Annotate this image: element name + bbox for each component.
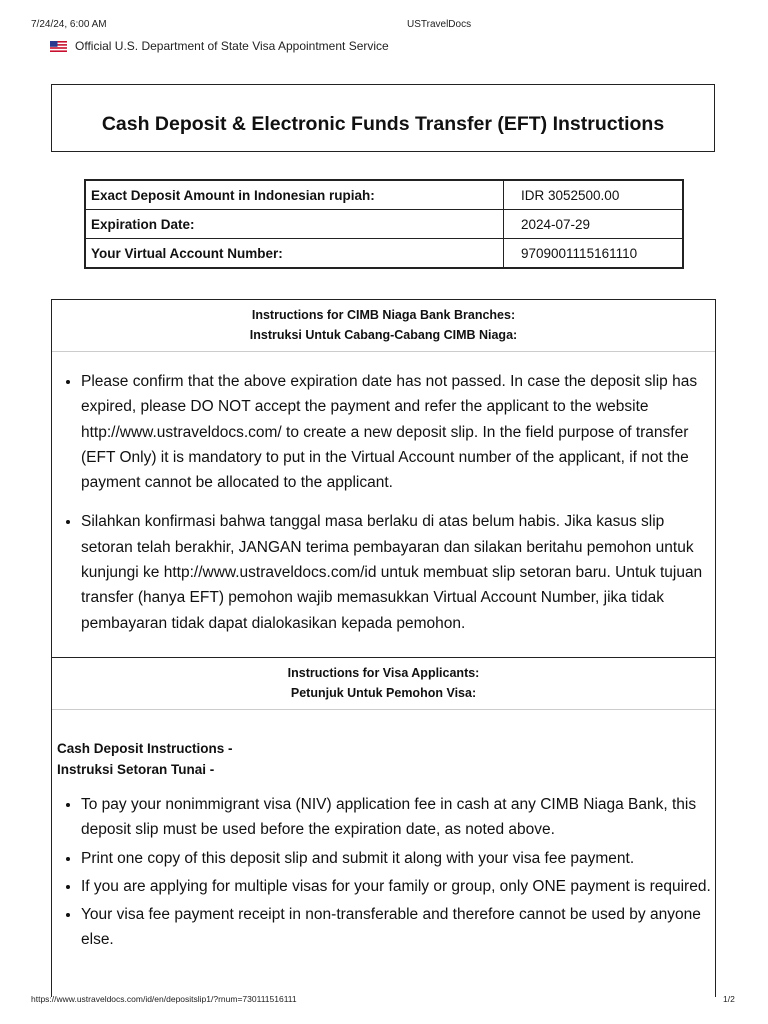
applicant-instructions-section — [51, 657, 716, 997]
list-item: • Your visa fee payment receipt in non-transferable and therefore cannot be used by anyone else. — [81, 902, 715, 953]
expiration-date-label: Expiration Date: — [85, 210, 504, 239]
cash-deposit-heading — [57, 738, 715, 780]
bank-heading-en: Instructions for CIMB Niaga Bank Branches: — [251, 308, 516, 322]
official-banner — [50, 39, 389, 53]
official-banner-text: Official U.S. Department of State Visa Appointment Service — [75, 39, 389, 53]
bank-instructions-list — [52, 369, 715, 636]
us-flag-icon — [50, 41, 67, 52]
list-item: • Please confirm that the above expiration date has not passed. In case the deposit slip has expired, please DO NOT accept the payment and refer the applicant to the website http://www.ustraveldocs.com/ to create a new deposit slip. In the field purpose of transfer (EFT Only) it is mandatory to put in the Virtual Account number of the applicant, if not the payment cannot be allocated to the applicant. — [81, 369, 715, 495]
bank-instructions-section — [51, 299, 716, 658]
bank-section-heading — [52, 300, 715, 352]
list-item: • To pay your nonimmigrant visa (NIV) application fee in cash at any CIMB Niaga Bank, this deposit slip must be used before the expiration date, as noted above. — [81, 792, 715, 843]
virtual-account-value: 9709001115161110 — [504, 239, 684, 269]
applicant-instructions-list — [52, 792, 715, 953]
print-url: https://www.ustraveldocs.com/id/en/depositslip1/?rnum=730111516111 — [31, 994, 297, 1004]
print-site-title: USTravelDocs — [407, 19, 472, 30]
table-row — [85, 180, 683, 210]
deposit-amount-label: Exact Deposit Amount in Indonesian rupiah: — [85, 180, 504, 210]
applicant-section-heading — [52, 658, 715, 710]
deposit-amount-value: IDR 3052500.00 — [504, 180, 684, 210]
applicant-heading-id: Petunjuk Untuk Pemohon Visa: — [290, 686, 477, 700]
table-row — [85, 210, 683, 239]
table-row — [85, 239, 683, 269]
list-item: • Print one copy of this deposit slip and submit it along with your visa fee payment. — [81, 846, 715, 871]
deposit-info-table — [84, 179, 684, 269]
list-item: • Silahkan konfirmasi bahwa tanggal masa berlaku di atas belum habis. Jika kasus slip setoran telah berakhir, JANGAN terima pembayaran dan silakan beritahu pemohon untuk kunjungi ke http://www.ustraveldocs.com/id untuk membuat slip setoran baru. Untuk tujuan transfer (hanya EFT) pemohon wajib memasukkan Virtual Account Number, jika tidak pembayaran tidak dapat dialokasikan kepada pemohon. — [81, 509, 715, 635]
applicant-heading-en: Instructions for Visa Applicants: — [287, 666, 480, 680]
print-datetime: 7/24/24, 6:00 AM — [31, 19, 107, 30]
page-number: 1/2 — [723, 994, 735, 1004]
virtual-account-label: Your Virtual Account Number: — [85, 239, 504, 269]
cash-heading-en: Cash Deposit Instructions - — [57, 741, 233, 756]
list-item: • If you are applying for multiple visas for your family or group, only ONE payment is required. — [81, 874, 715, 899]
expiration-date-value: 2024-07-29 — [504, 210, 684, 239]
bank-heading-id: Instruksi Untuk Cabang-Cabang CIMB Niaga: — [249, 328, 518, 342]
cash-heading-id: Instruksi Setoran Tunai - — [57, 762, 215, 777]
page-title-box — [51, 84, 715, 152]
page-title: Cash Deposit & Electronic Funds Transfer (EFT) Instructions — [101, 112, 665, 135]
